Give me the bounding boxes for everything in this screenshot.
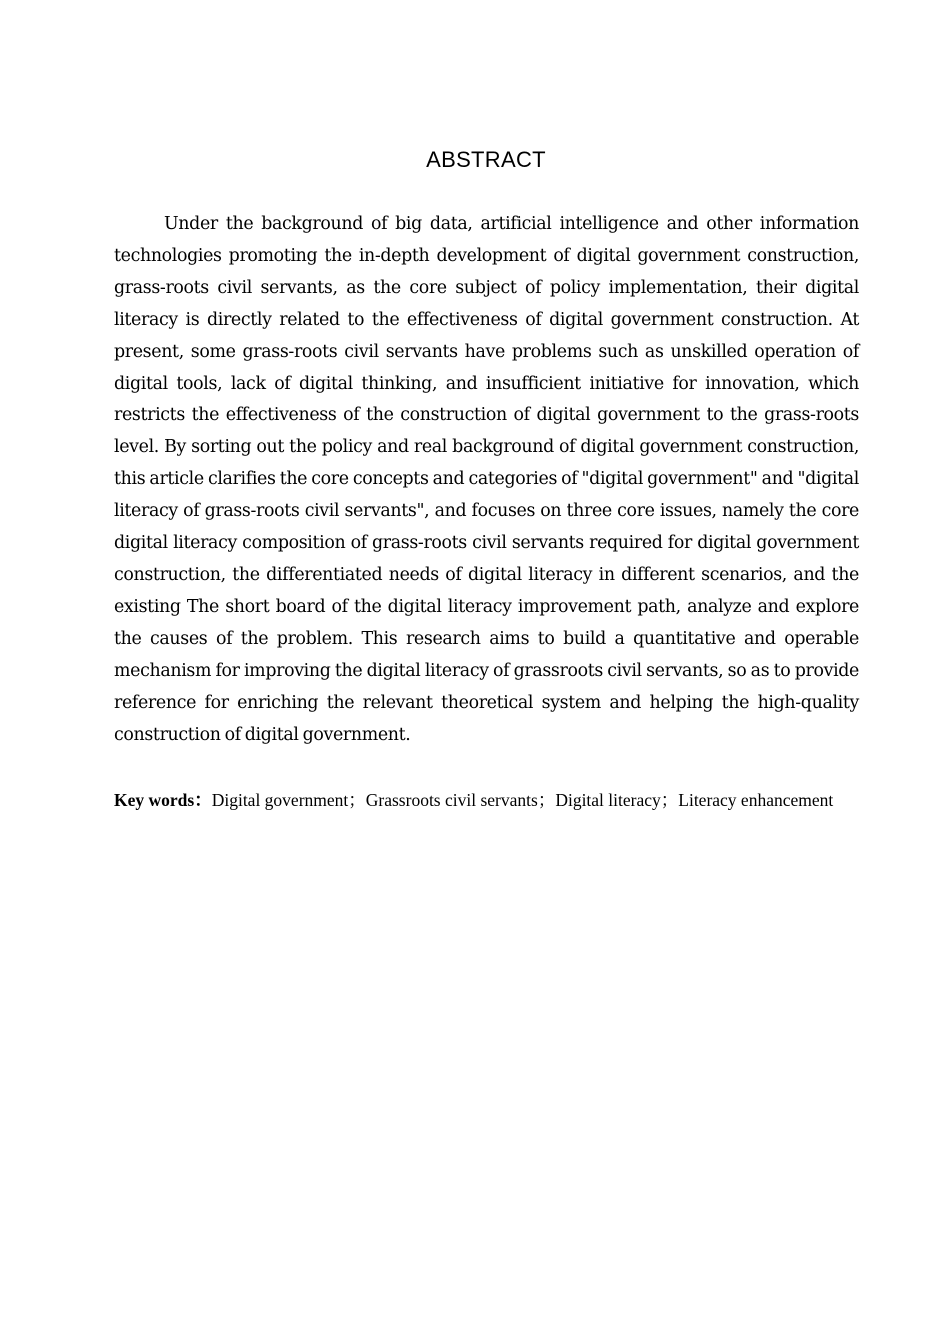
keywords-line: [114, 785, 859, 817]
keywords-label: Key words：: [114, 790, 212, 810]
abstract-title: ABSTRACT: [426, 147, 546, 172]
keywords-text: Digital government；Grassroots civil servants；Digital literacy；Literacy enhancement: [211, 790, 834, 810]
abstract-paragraph: Under the background of big data, artificial intelligence and other information technologies promoting the in-depth development of digital government construction, grass-roots civil servants, as the core subject of policy implementation, their digital literacy is directly related to the effectiveness of digital government construction. At present, some grass-roots civil servants have problems such as unskilled operation of digital tools, lack of digital thinking, and insufficient initiative for innovation, which restricts the effectiveness of the construction of digital government to the grass-roots level. By sorting out the policy and real background of digital government construction, this article clarifies the core concepts and categories of "digital government" and "digital literacy of grass-roots civil servants", and focuses on three core issues, namely the core digital literacy composition of grass-roots civil servants required for digital government construction, the differentiated needs of digital literacy in different scenarios, and the existing The short board of the digital literacy improvement path, analyze and explore the causes of the problem. This research aims to build a quantitative and operable mechanism for improving the digital literacy of grassroots civil servants, so as to provide reference for enriching the relevant theoretical system and helping the high-quality construction of digital government.: [114, 214, 859, 745]
